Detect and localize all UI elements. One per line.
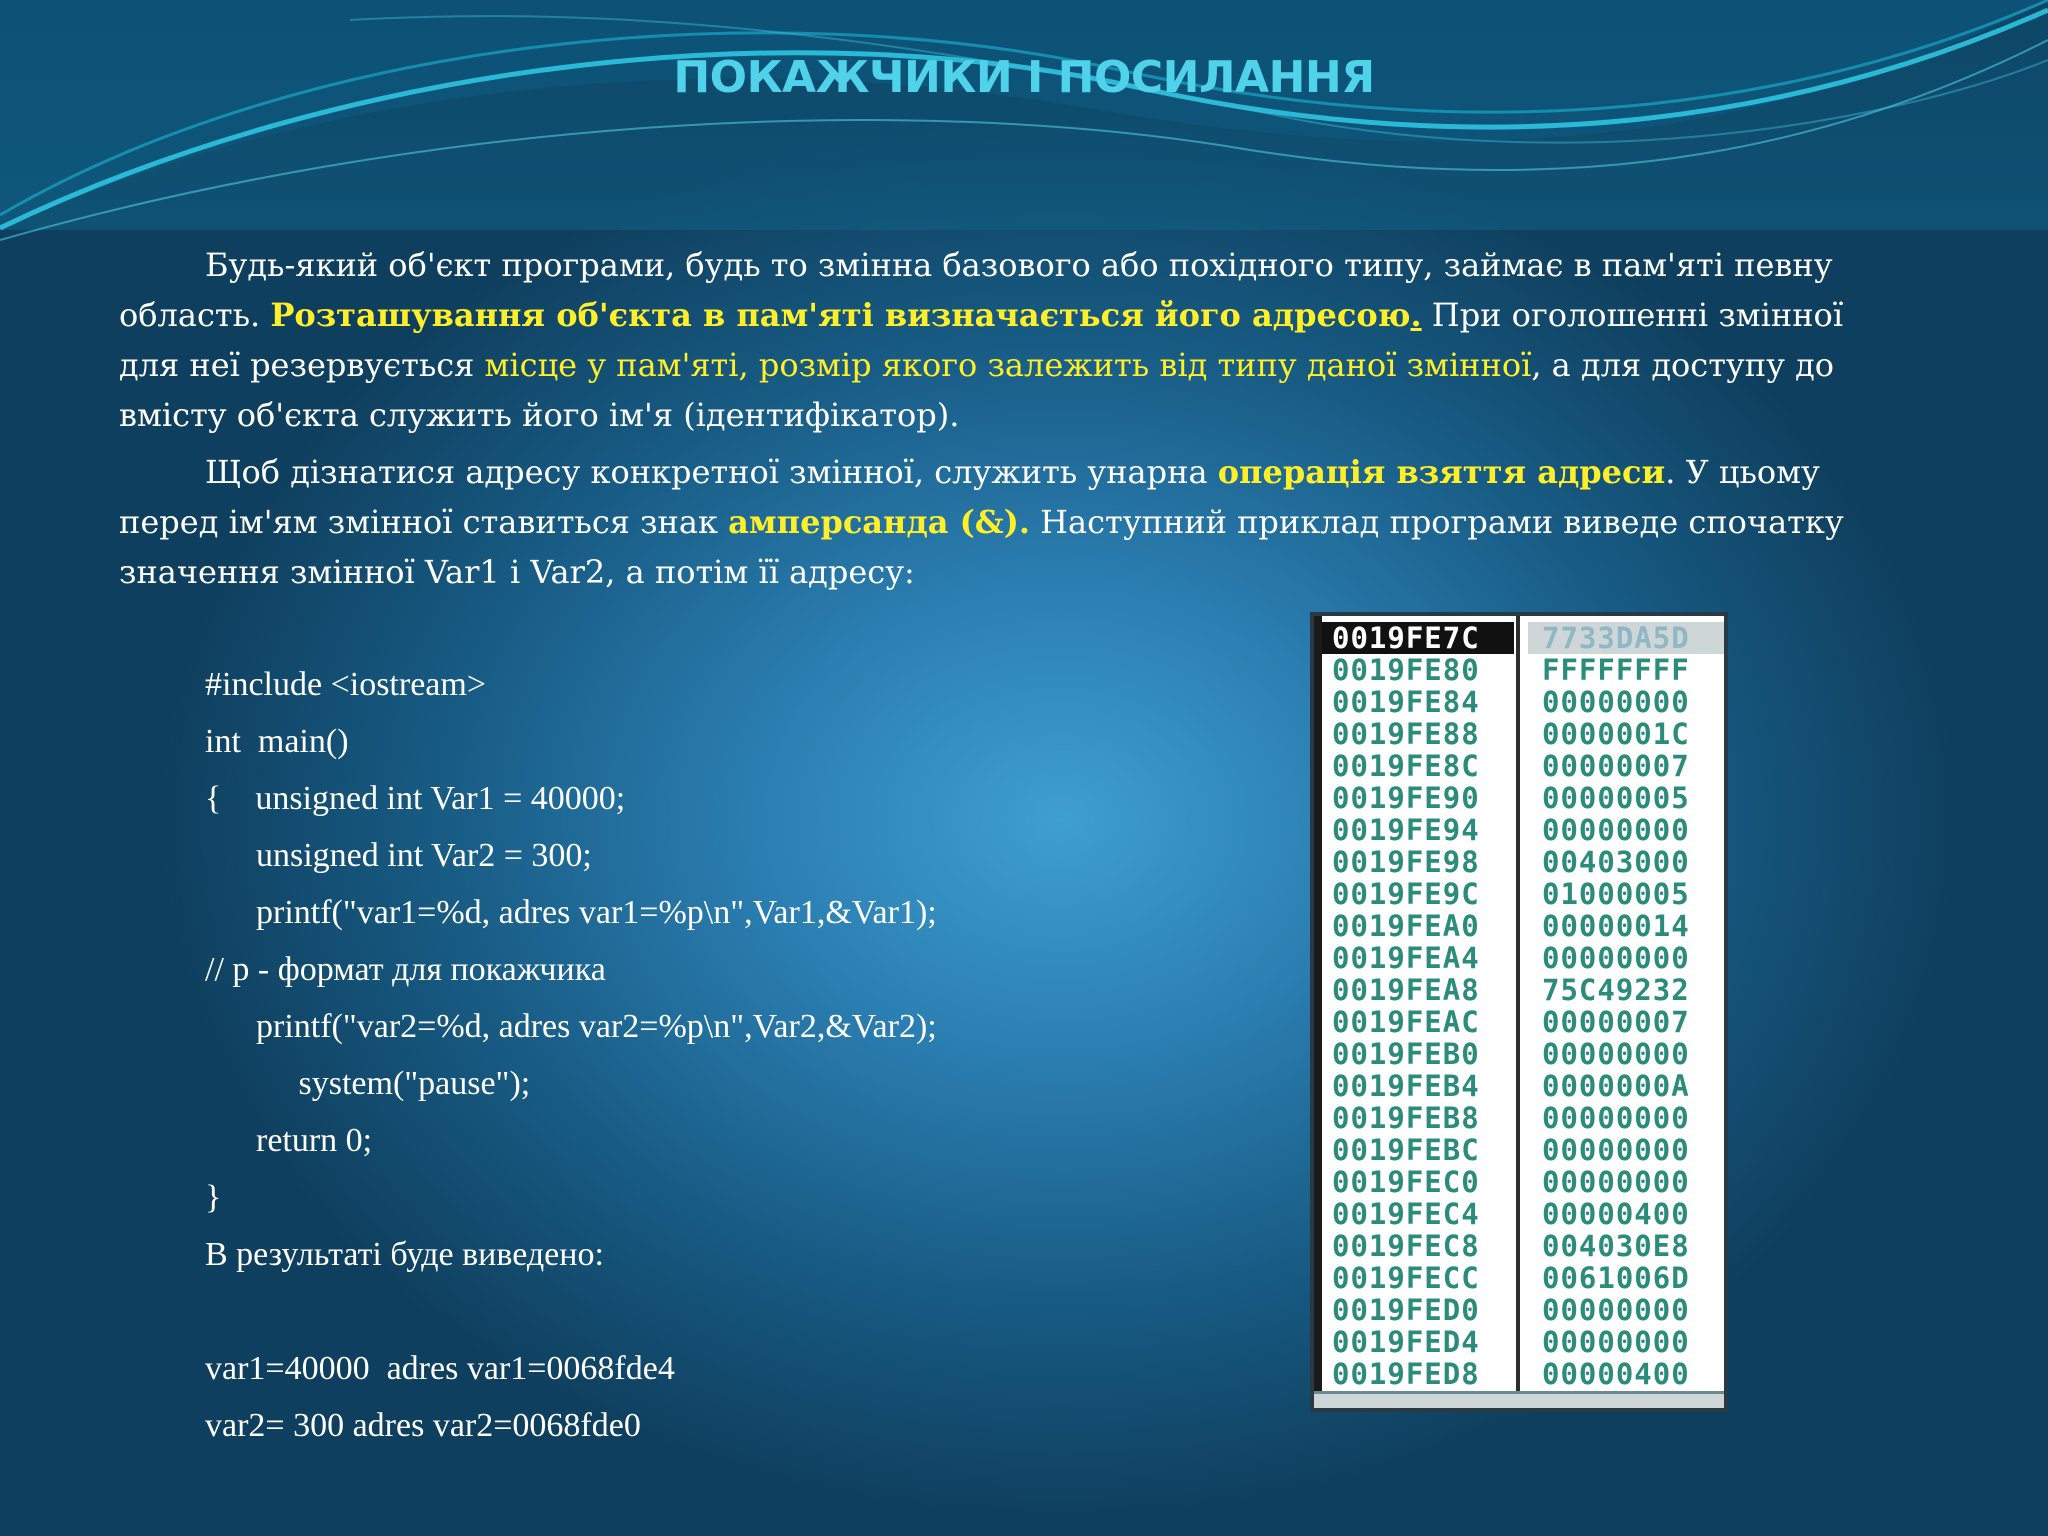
memory-address: 0019FED0 xyxy=(1332,1293,1480,1327)
code-line: printf("var2=%d, adres var2=%p\n",Var2,&Var2); xyxy=(205,1008,937,1045)
memory-address: 0019FED8 xyxy=(1332,1357,1480,1391)
memory-row xyxy=(1322,1294,1726,1326)
memory-value: 00000007 xyxy=(1542,1005,1690,1039)
memory-address: 0019FEBC xyxy=(1332,1133,1480,1167)
memory-value: 00000014 xyxy=(1542,909,1690,943)
memory-row xyxy=(1322,1134,1726,1166)
memory-value: 00000000 xyxy=(1542,813,1690,847)
memory-value: 00000005 xyxy=(1542,781,1690,815)
code-line: #include <iostream> xyxy=(205,666,486,703)
code-line: } xyxy=(205,1179,222,1216)
memory-row xyxy=(1322,942,1726,974)
memory-address: 0019FE8C xyxy=(1332,749,1480,783)
memory-address: 0019FEC8 xyxy=(1332,1229,1480,1263)
memory-value: 00000000 xyxy=(1542,941,1690,975)
p1-highlight-memory: місце у пам'яті, розмір якого залежить від типу даної змінної xyxy=(484,346,1532,384)
memory-row xyxy=(1322,878,1726,910)
memory-row xyxy=(1322,686,1726,718)
memory-dump-left-border xyxy=(1314,616,1322,1408)
memory-address: 0019FE88 xyxy=(1332,717,1480,751)
memory-value: 004030E8 xyxy=(1542,1229,1690,1263)
memory-row xyxy=(1322,750,1726,782)
p2-highlight-operation: операція взяття адреси xyxy=(1217,453,1666,491)
memory-value: 00000000 xyxy=(1542,1133,1690,1167)
memory-value: 00000000 xyxy=(1542,1101,1690,1135)
memory-value: 00000000 xyxy=(1542,1293,1690,1327)
p1-text-2: При оголошенні змінної для неї резервується xyxy=(119,296,1844,384)
p2-highlight-ampersand: амперсанда (&). xyxy=(728,503,1030,541)
memory-row xyxy=(1322,846,1726,878)
memory-value: 0000000A xyxy=(1542,1069,1690,1103)
memory-dump-image xyxy=(1310,612,1728,1412)
memory-address: 0019FEB8 xyxy=(1332,1101,1480,1135)
memory-value: 00000000 xyxy=(1542,1325,1690,1359)
memory-value: 01000005 xyxy=(1542,877,1690,911)
code-line: var1=40000 adres var1=0068fde4 xyxy=(205,1350,675,1387)
memory-address: 0019FE80 xyxy=(1332,653,1480,687)
memory-address: 0019FE90 xyxy=(1332,781,1480,815)
memory-value: 00000000 xyxy=(1542,1037,1690,1071)
p1-period: . xyxy=(1410,296,1422,334)
code-line: int main() xyxy=(205,723,349,760)
code-line: printf("var1=%d, adres var1=%p\n",Var1,&Var1); xyxy=(205,894,937,931)
paragraph-2 xyxy=(119,447,1879,597)
memory-address: 0019FE7C xyxy=(1322,622,1514,654)
memory-value: 00000400 xyxy=(1542,1357,1690,1391)
p1-text-3: , а для доступу до вмісту об'єкта служить його ім'я (ідентифікатор). xyxy=(119,346,1835,434)
memory-value: 00000000 xyxy=(1542,685,1690,719)
memory-value: FFFFFFFF xyxy=(1542,653,1690,687)
memory-value: 00000000 xyxy=(1542,1165,1690,1199)
code-listing xyxy=(205,656,937,1454)
memory-row xyxy=(1322,1230,1726,1262)
memory-address: 0019FEB0 xyxy=(1332,1037,1480,1071)
memory-value: 00000400 xyxy=(1542,1197,1690,1231)
memory-row xyxy=(1322,1198,1726,1230)
memory-dump-bottom-edge xyxy=(1314,1391,1724,1408)
code-line: unsigned int Var2 = 300; xyxy=(205,837,592,874)
memory-address: 0019FED4 xyxy=(1332,1325,1480,1359)
memory-address: 0019FEC0 xyxy=(1332,1165,1480,1199)
memory-row xyxy=(1322,1262,1726,1294)
memory-address: 0019FEA4 xyxy=(1332,941,1480,975)
memory-value: 0061006D xyxy=(1542,1261,1690,1295)
memory-address: 0019FE94 xyxy=(1332,813,1480,847)
memory-row xyxy=(1322,1358,1726,1390)
memory-value: 00403000 xyxy=(1542,845,1690,879)
slide-title: ПОКАЖЧИКИ І ПОСИЛАННЯ xyxy=(673,52,1375,103)
memory-value: 00000007 xyxy=(1542,749,1690,783)
memory-row xyxy=(1322,974,1726,1006)
code-line: var2= 300 adres var2=0068fde0 xyxy=(205,1407,641,1444)
memory-address: 0019FE84 xyxy=(1332,685,1480,719)
code-line: system("pause"); xyxy=(205,1065,531,1102)
memory-row xyxy=(1322,910,1726,942)
code-line: { unsigned int Var1 = 40000; xyxy=(205,780,626,817)
memory-address: 0019FEC4 xyxy=(1332,1197,1480,1231)
memory-address: 0019FEAC xyxy=(1332,1005,1480,1039)
p1-highlight-address: Розташування об'єкта в пам'яті визначається його адресою xyxy=(270,296,1411,334)
memory-address: 0019FEB4 xyxy=(1332,1069,1480,1103)
memory-value: 75C49232 xyxy=(1542,973,1690,1007)
memory-address: 0019FE98 xyxy=(1332,845,1480,879)
memory-address: 0019FE9C xyxy=(1332,877,1480,911)
memory-row xyxy=(1322,782,1726,814)
paragraph-1 xyxy=(119,240,1879,440)
code-line: В результаті буде виведено: xyxy=(205,1236,604,1273)
memory-value: 7733DA5D xyxy=(1528,622,1726,654)
memory-address: 0019FECC xyxy=(1332,1261,1480,1295)
memory-address: 0019FEA0 xyxy=(1332,909,1480,943)
memory-row xyxy=(1322,1326,1726,1358)
p2-text-1: Щоб дізнатися адресу конкретної змінної, служить унарна xyxy=(205,453,1218,491)
p2-text-3: Наступний приклад програми виведе спочатку значення змінної Var1 і Var2, а потім її адресу: xyxy=(119,503,1844,591)
memory-row xyxy=(1322,1166,1726,1198)
p1-text-1: Будь-який об'єкт програми, будь то змінна базового або похідного типу, займає в пам'яті певну область. xyxy=(119,246,1833,334)
memory-row xyxy=(1322,718,1726,750)
code-line: // p - формат для покажчика xyxy=(205,951,606,988)
p2-text-2: . У цьому перед ім'ям змінної ставиться знак xyxy=(119,453,1820,541)
header-wave-decoration xyxy=(0,0,2048,260)
memory-row xyxy=(1322,1102,1726,1134)
memory-value: 0000001C xyxy=(1542,717,1690,751)
memory-row xyxy=(1322,1070,1726,1102)
memory-row xyxy=(1322,1038,1726,1070)
memory-address: 0019FEA8 xyxy=(1332,973,1480,1007)
code-line: return 0; xyxy=(205,1122,373,1159)
memory-row xyxy=(1322,1006,1726,1038)
memory-row xyxy=(1322,654,1726,686)
code-line xyxy=(205,1283,937,1340)
memory-row xyxy=(1322,814,1726,846)
memory-row-selected xyxy=(1322,622,1726,654)
